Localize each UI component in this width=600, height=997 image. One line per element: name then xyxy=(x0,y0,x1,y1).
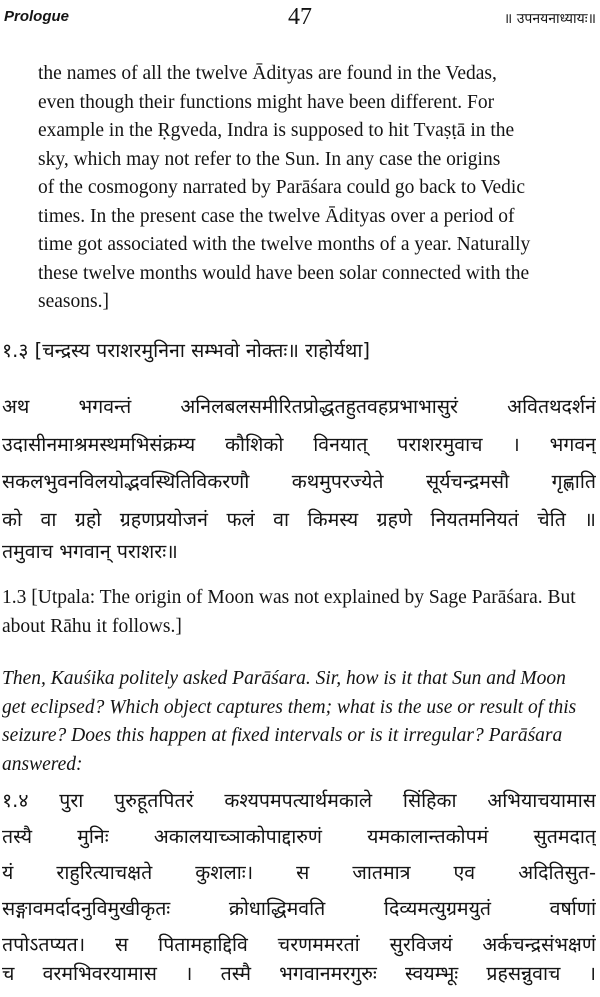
verse-line: तस्यै मुनिः अकालयाच्ञाकोपाद्दारुणं यमकालान्तकोपमं सुतमदात् xyxy=(2,825,596,848)
text-line: of the cosmogony narrated by Parāśara could go back to Vedic xyxy=(38,177,525,198)
text-line: the names of all the twelve Ādityas are found in the Vedas, xyxy=(38,63,497,84)
text-line: even though their functions might have been different. For xyxy=(38,91,495,113)
text-line: sky, which may not refer to the Sun. In any case the origins xyxy=(38,148,501,170)
verse-line: को वा ग्रहो ग्रहणप्रयोजनं फलं वा किमस्य ग्रहणे नियतमनियतं चेति ॥ xyxy=(2,508,596,531)
text-line: example in the Ṛgveda, Indra is supposed to hit Tvaṣṭā in the xyxy=(38,120,515,141)
verse-line: तमुवाच भगवान् पराशरः॥ xyxy=(2,540,178,563)
text-line: seasons.] xyxy=(38,291,109,312)
verse-line: सकलभुवनविलयोद्भवस्थितिविकरणौ कथमुपरज्येते सूर्यचन्द्रमसौ गृह्णाति xyxy=(2,470,596,493)
verse-line: सङ्गावमर्दादनुविमुखीकृतः क्रोधाद्धिमवति दिव्यमत्युग्रमयुतं वर्षाणां xyxy=(2,897,596,920)
text-line: times. In the present case the twelve Ādityas over a period of xyxy=(38,205,515,227)
verse-line: १.४ पुरा पुरुहूतपितरं कश्यपमपत्यार्थमकाले सिंहिका अभियाचयामास xyxy=(2,789,596,812)
text-line: these twelve months would have been solar connected with the xyxy=(38,262,530,284)
running-head-section: Prologue xyxy=(4,8,70,25)
text-line: get eclipsed? Which object captures them; what is the use or result of this xyxy=(2,696,577,718)
verse-line: अथ भगवन्तं अनिलबलसमीरितप्रोद्धतहुतवहप्रभाभासुरं अवितथदर्शनं xyxy=(2,395,596,418)
intro-paragraph xyxy=(38,60,594,317)
verse-line: तपोऽतप्यत। स पितामहाद्दिवि चरणममरतां सुरविजयं अर्कचन्द्रसंभक्षणं xyxy=(2,933,596,956)
text-line: answered: xyxy=(2,753,83,775)
translation-paragraph xyxy=(2,665,596,779)
text-line: time got associated with the twelve months of a year. Naturally xyxy=(38,234,531,255)
verse-line: उदासीनमाश्रमस्थमभिसंक्रम्य कौशिको विनयात् पराशरमुवाच । भगवन् xyxy=(2,433,596,456)
text-line: 1.3 [Utpala: The origin of Moon was not explained by Sage Parāśara. But xyxy=(2,587,576,608)
utpala-note xyxy=(2,584,596,641)
verse-line: यं राहुरित्याचक्षते कुशलाः। स जातमात्र एव अदितिसुत- xyxy=(2,861,596,884)
text-line: seizure? Does this happen at fixed intervals or is it irregular? Parāśara xyxy=(2,725,563,746)
text-line: Then, Kauśika politely asked Parāśara. Sir, how is it that Sun and Moon xyxy=(2,668,566,689)
page-header xyxy=(4,4,596,30)
page-number: 47 xyxy=(288,4,312,30)
text-line: about Rāhu it follows.] xyxy=(2,615,182,637)
verse-1-3-heading: १.३ [चन्द्रस्य पराशरमुनिना सम्भवो नोक्तः॥ राहोर्यथा] xyxy=(2,339,371,362)
verse-line: च वरमभिवरयामास । तस्मै भगवानमरगुरुः स्वयम्भूः प्रहसन्नुवाच । xyxy=(2,962,596,985)
running-head-chapter: ॥ उपनयनाध्यायः॥ xyxy=(503,11,596,27)
